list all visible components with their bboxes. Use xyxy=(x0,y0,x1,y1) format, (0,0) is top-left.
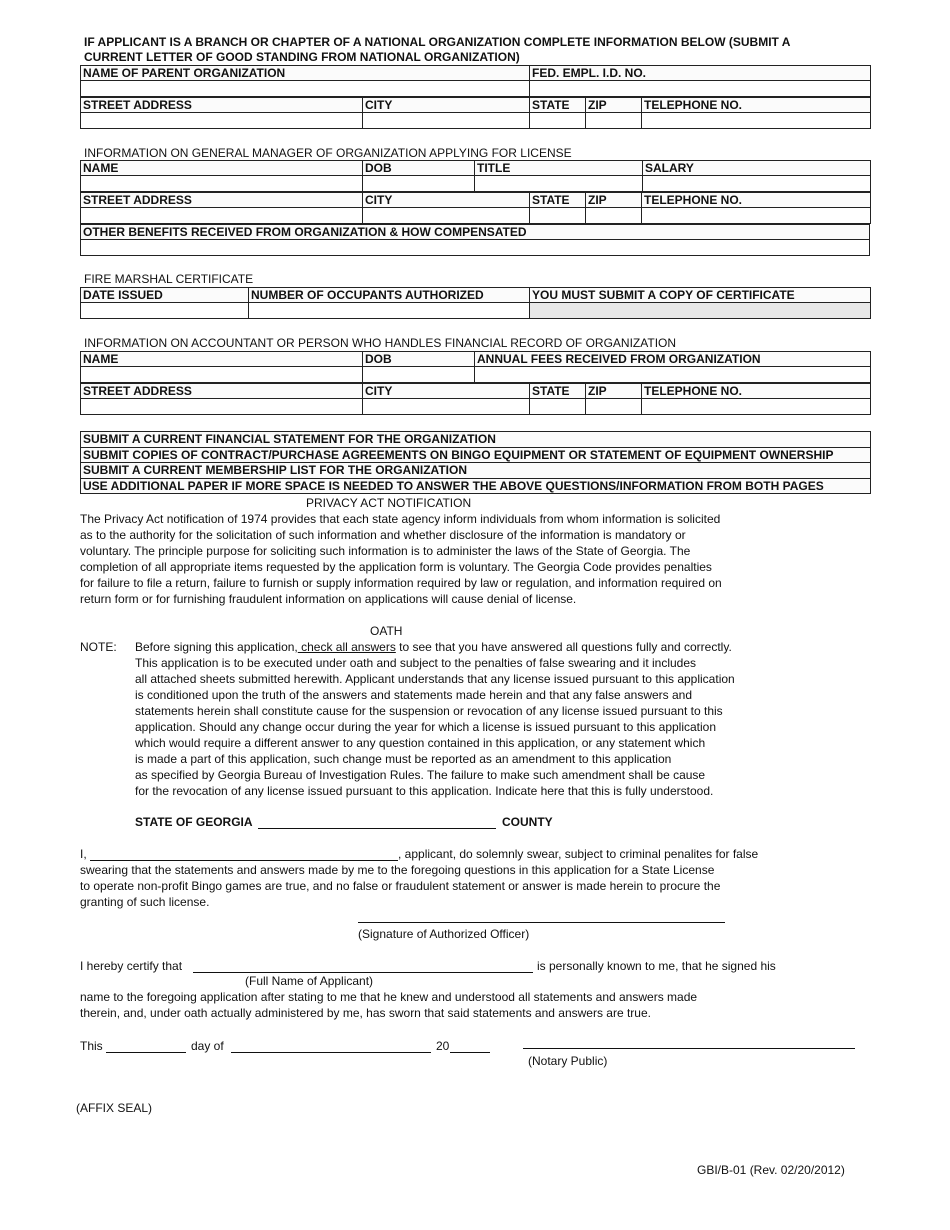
acct-phone-label: TELEPHONE NO. xyxy=(642,384,871,399)
privacy-line: The Privacy Act notification of 1974 provides that each state agency inform individuals from whom information is solicited xyxy=(80,512,721,526)
acct-dob-label: DOB xyxy=(363,352,475,367)
oath-line1-post: to see that you have answered all questions fully and correctly. xyxy=(395,640,732,654)
gm-city-field[interactable] xyxy=(363,208,530,224)
gm-street-label: STREET ADDRESS xyxy=(81,193,363,208)
gm-benefits-label: OTHER BENEFITS RECEIVED FROM ORGANIZATION & HOW COMPENSATED xyxy=(81,225,870,240)
oath-line: for the revocation of any license issued pursuant to this application. Indicate here that this is fully understood. xyxy=(135,784,714,798)
oath-line: is conditioned upon the truth of the answers and statements made herein and that any false answers and xyxy=(135,688,693,702)
full-name-blank[interactable] xyxy=(193,958,533,973)
acct-dob-field[interactable] xyxy=(363,367,475,383)
gm-benefits-field[interactable] xyxy=(81,240,870,256)
parent-state-label: STATE xyxy=(530,98,586,113)
county-label: COUNTY xyxy=(502,815,553,829)
swear-prefix: I, xyxy=(80,847,87,861)
parent-zip-label: ZIP xyxy=(586,98,642,113)
oath-title: OATH xyxy=(370,624,403,638)
applicant-name-blank[interactable] xyxy=(90,846,398,861)
parent-phone-field[interactable] xyxy=(642,113,871,129)
certify-line: therein, and, under oath actually administered by me, has sworn that said statements and answers are true. xyxy=(80,1006,651,1020)
acct-state-label: STATE xyxy=(530,384,586,399)
acct-street-field[interactable] xyxy=(81,399,363,415)
gm-zip-label: ZIP xyxy=(586,193,642,208)
certify-text xyxy=(80,989,697,1021)
form-id: GBI/B-01 (Rev. 02/20/2012) xyxy=(697,1163,845,1177)
fire-marshal-table xyxy=(80,287,871,319)
privacy-line: voluntary. The principle purpose for soliciting such information is to administer the laws of the State of Georgia. The xyxy=(80,544,691,558)
state-label: STATE OF GEORGIA xyxy=(135,815,253,829)
acct-state-field[interactable] xyxy=(530,399,586,415)
fein-label: FED. EMPL. I.D. NO. xyxy=(530,66,871,81)
privacy-line: return form or for furnishing fraudulent information on applications will cause denial of license. xyxy=(80,592,577,606)
day-of-label: day of xyxy=(191,1039,224,1053)
gm-phone-field[interactable] xyxy=(642,208,871,224)
gm-zip-field[interactable] xyxy=(586,208,642,224)
year-blank[interactable] xyxy=(450,1038,490,1053)
month-blank[interactable] xyxy=(231,1038,431,1053)
swear-line: swearing that the statements and answers made by me to the foregoing questions in this application for a State License xyxy=(80,863,715,877)
acct-zip-label: ZIP xyxy=(586,384,642,399)
oath-line: as specified by Georgia Bureau of Investigation Rules. The failure to make such amendment shall be cause xyxy=(135,768,706,782)
parent-street-field[interactable] xyxy=(81,113,363,129)
gm-address-table xyxy=(80,192,871,224)
parent-city-field[interactable] xyxy=(363,113,530,129)
parent-street-label: STREET ADDRESS xyxy=(81,98,363,113)
privacy-text xyxy=(80,511,722,607)
submit-item: USE ADDITIONAL PAPER IF MORE SPACE IS NEEDED TO ANSWER THE ABOVE QUESTIONS/INFORMATION FROM BOTH PAGES xyxy=(81,479,870,494)
gm-state-field[interactable] xyxy=(530,208,586,224)
parent-org-table xyxy=(80,65,871,97)
acct-name-label: NAME xyxy=(81,352,363,367)
day-blank[interactable] xyxy=(106,1038,186,1053)
accountant-table xyxy=(80,351,871,383)
oath-line: which would require a different answer to any question contained in this application, or any statement which xyxy=(135,736,706,750)
privacy-line: for failure to file a return, failure to furnish or supply information required by law or regulation, and information required on xyxy=(80,576,722,590)
gm-title-label: TITLE xyxy=(475,161,643,176)
parent-state-field[interactable] xyxy=(530,113,586,129)
acct-fees-field[interactable] xyxy=(475,367,871,383)
acct-phone-field[interactable] xyxy=(642,399,871,415)
submit-item: SUBMIT A CURRENT FINANCIAL STATEMENT FOR THE ORGANIZATION xyxy=(81,432,870,448)
parent-phone-label: TELEPHONE NO. xyxy=(642,98,871,113)
certify-suffix: is personally known to me, that he signed his xyxy=(537,959,776,973)
parent-org-address-table xyxy=(80,97,871,129)
accountant-address-table xyxy=(80,383,871,415)
gm-phone-label: TELEPHONE NO. xyxy=(642,193,871,208)
certify-line: name to the foregoing application after stating to me that he knew and understood all statements and answers made xyxy=(80,990,698,1004)
parent-org-name-field[interactable] xyxy=(81,81,530,97)
fire-occupants-field[interactable] xyxy=(249,303,530,319)
acct-fees-label: ANNUAL FEES RECEIVED FROM ORGANIZATION xyxy=(475,352,871,367)
oath-note-label: NOTE: xyxy=(80,640,117,654)
gm-salary-field[interactable] xyxy=(643,176,871,192)
gm-name-field[interactable] xyxy=(81,176,363,192)
oath-line-1 xyxy=(135,639,735,655)
parent-zip-field[interactable] xyxy=(586,113,642,129)
acct-street-label: STREET ADDRESS xyxy=(81,384,363,399)
county-blank[interactable] xyxy=(258,814,496,829)
acct-zip-field[interactable] xyxy=(586,399,642,415)
gm-street-field[interactable] xyxy=(81,208,363,224)
gm-state-label: STATE xyxy=(530,193,586,208)
privacy-line: as to the authority for the solicitation of such information and whether disclosure of the information is mandatory or xyxy=(80,528,686,542)
year-label: 20 xyxy=(436,1039,450,1053)
accountant-heading: INFORMATION ON ACCOUNTANT OR PERSON WHO HANDLES FINANCIAL RECORD OF ORGANIZATION xyxy=(84,336,677,350)
gm-table xyxy=(80,160,871,192)
acct-name-field[interactable] xyxy=(81,367,363,383)
submission-requirements xyxy=(80,431,871,494)
full-name-label: (Full Name of Applicant) xyxy=(245,974,374,988)
this-label: This xyxy=(80,1039,103,1053)
oath-line: statements herein shall constitute cause for the suspension or revocation of any license issued pursuant to this xyxy=(135,704,723,718)
oath-line: application. Should any change occur during the year for which a license is issued pursuant to this application xyxy=(135,720,717,734)
notary-label: (Notary Public) xyxy=(528,1054,608,1068)
general-manager-heading: INFORMATION ON GENERAL MANAGER OF ORGANIZATION APPLYING FOR LICENSE xyxy=(84,146,572,160)
swear-suffix: , applicant, do solemnly swear, subject to criminal penalites for false xyxy=(398,847,759,861)
check-all-answers: check all answers xyxy=(297,640,396,654)
gm-city-label: CITY xyxy=(363,193,530,208)
privacy-line: completion of all appropriate items requested by the application form is voluntary. The Georgia Code provides penalties xyxy=(80,560,712,574)
swear-text xyxy=(80,862,720,910)
oath-text xyxy=(135,639,735,799)
acct-city-field[interactable] xyxy=(363,399,530,415)
oath-line: This application is to be executed under oath and subject to the penalties of false swearing and it includes xyxy=(135,656,697,670)
parent-org-heading-line2: CURRENT LETTER OF GOOD STANDING FROM NATIONAL ORGANIZATION) xyxy=(84,50,520,64)
swear-line: granting of such license. xyxy=(80,895,210,909)
fire-marshal-heading: FIRE MARSHAL CERTIFICATE xyxy=(84,272,254,286)
gm-benefits-table xyxy=(80,224,870,256)
oath-line: all attached sheets submitted herewith. Applicant understands that any license issued pursuant to this application xyxy=(135,672,735,686)
fire-copy-label: YOU MUST SUBMIT A COPY OF CERTIFICATE xyxy=(530,288,871,303)
privacy-title: PRIVACY ACT NOTIFICATION xyxy=(306,496,472,510)
signature-label: (Signature of Authorized Officer) xyxy=(358,927,530,941)
affix-seal-label: (AFFIX SEAL) xyxy=(76,1101,153,1115)
gm-dob-field[interactable] xyxy=(363,176,475,192)
certify-prefix: I hereby certify that xyxy=(80,959,183,973)
fire-copy-shaded-cell xyxy=(530,303,871,319)
oath-line1-pre: Before signing this application, xyxy=(135,640,298,654)
parent-city-label: CITY xyxy=(363,98,530,113)
swear-line: to operate non-profit Bingo games are true, and no false or fraudulent statement or answer is made herein to procure the xyxy=(80,879,721,893)
gm-dob-label: DOB xyxy=(363,161,475,176)
fire-date-label: DATE ISSUED xyxy=(81,288,249,303)
gm-title-field[interactable] xyxy=(475,176,643,192)
parent-org-heading-line1: IF APPLICANT IS A BRANCH OR CHAPTER OF A NATIONAL ORGANIZATION COMPLETE INFORMATION BELOW (SUBMIT A xyxy=(84,35,791,49)
parent-org-name-label: NAME OF PARENT ORGANIZATION xyxy=(81,66,530,81)
fire-date-field[interactable] xyxy=(81,303,249,319)
fein-field[interactable] xyxy=(530,81,871,97)
gm-salary-label: SALARY xyxy=(643,161,871,176)
submit-item: SUBMIT COPIES OF CONTRACT/PURCHASE AGREEMENTS ON BINGO EQUIPMENT OR STATEMENT OF EQUIPMENT OWNERSHIP xyxy=(81,448,870,464)
notary-signature-line[interactable] xyxy=(523,1036,855,1049)
oath-line: is made a part of this application, such change must be reported as an amendment to this application xyxy=(135,752,672,766)
acct-city-label: CITY xyxy=(363,384,530,399)
fire-occupants-label: NUMBER OF OCCUPANTS AUTHORIZED xyxy=(249,288,530,303)
submit-item: SUBMIT A CURRENT MEMBERSHIP LIST FOR THE ORGANIZATION xyxy=(81,463,870,479)
officer-signature-line[interactable] xyxy=(358,910,725,923)
gm-name-label: NAME xyxy=(81,161,363,176)
